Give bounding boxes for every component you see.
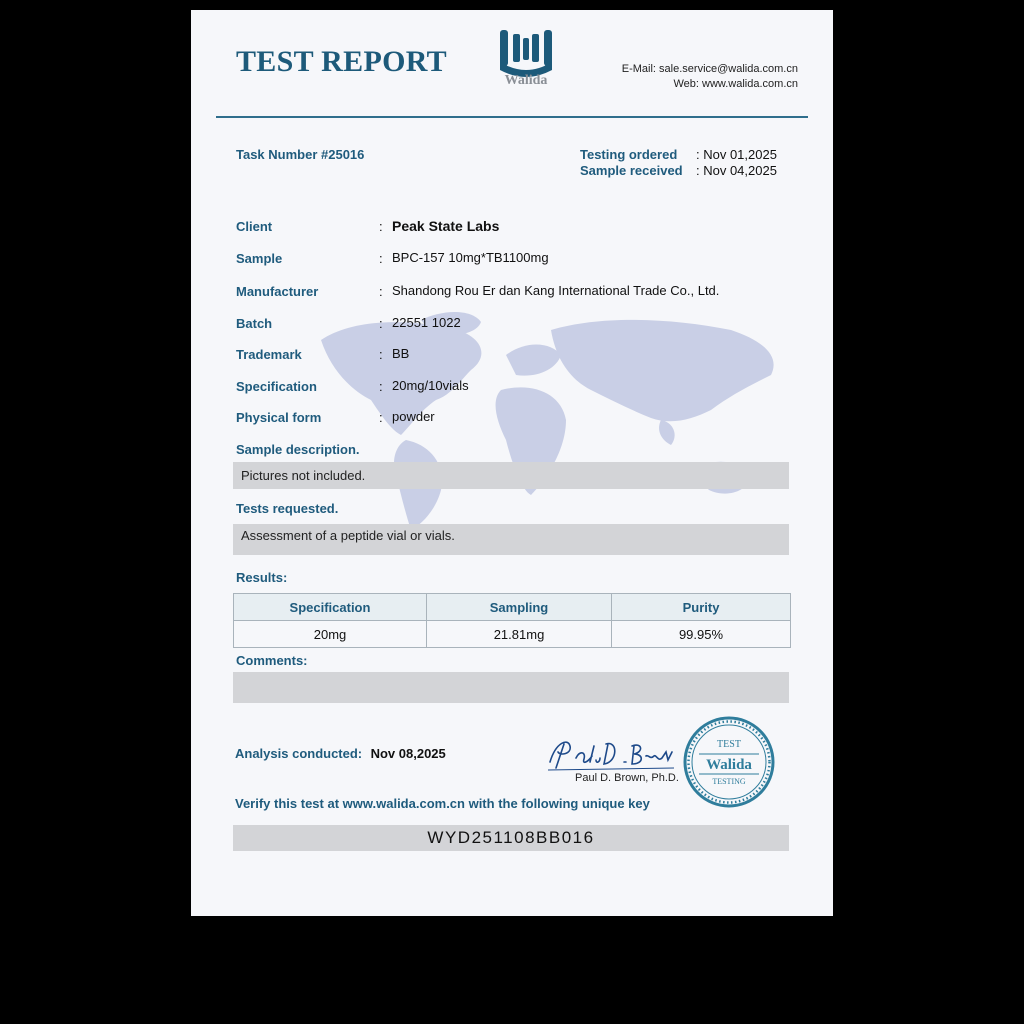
seal-top-text: TEST xyxy=(717,739,741,750)
results-label: Results: xyxy=(236,570,288,585)
column-header: Sampling xyxy=(427,594,612,621)
sample-value: BPC-157 10mg*TB1100mg xyxy=(392,250,549,265)
sample-received-label: Sample received xyxy=(580,163,683,178)
specification-label: Specification xyxy=(236,379,317,394)
manufacturer-label: Manufacturer xyxy=(236,284,319,299)
unique-key-box xyxy=(233,825,789,851)
testing-ordered-value: : Nov 01,2025 xyxy=(696,147,777,162)
comments-box xyxy=(233,672,789,703)
field-colon: : xyxy=(379,410,383,425)
sample-label: Sample xyxy=(236,251,283,266)
table-cell: 99.95% xyxy=(612,621,791,648)
table-cell: 21.81mg xyxy=(427,621,612,648)
table-cell: 20mg xyxy=(234,621,427,648)
field-colon: : xyxy=(379,284,383,299)
report-page xyxy=(191,10,833,916)
column-header: Specification xyxy=(234,594,427,621)
specification-value: 20mg/10vials xyxy=(392,378,469,393)
comments-label: Comments: xyxy=(236,653,308,668)
client-label: Client xyxy=(236,219,273,234)
signature-icon xyxy=(546,732,676,774)
batch-value: 22551 1022 xyxy=(392,315,461,330)
trademark-value: BB xyxy=(392,346,410,361)
sample-description-label: Sample description. xyxy=(236,442,360,457)
analysis-conducted xyxy=(235,745,446,763)
field-colon: : xyxy=(379,251,383,266)
field-colon: : xyxy=(379,316,383,331)
manufacturer-value: Shandong Rou Er dan Kang International Trade Co., Ltd. xyxy=(392,283,720,298)
field-colon: : xyxy=(379,379,383,394)
sample-description-box xyxy=(233,462,789,489)
field-colon: : xyxy=(379,219,383,234)
date-values xyxy=(696,147,777,179)
logo-wordmark: Walida xyxy=(504,73,548,88)
contact-web[interactable]: Web: www.walida.com.cn xyxy=(673,78,798,90)
physical-form-label: Physical form xyxy=(236,410,322,425)
batch-label: Batch xyxy=(236,316,273,331)
signatory-name: Paul D. Brown, Ph.D. xyxy=(575,772,679,784)
verify-instruction: Verify this test at www.walida.com.cn with the following unique key xyxy=(235,796,650,811)
results-table xyxy=(233,593,791,648)
task-number: Task Number #25016 xyxy=(236,147,365,162)
unique-key[interactable]: WYD251108BB016 xyxy=(427,828,595,847)
report-title: TEST REPORT xyxy=(236,45,447,78)
physical-form-value: powder xyxy=(392,409,435,424)
contact-info xyxy=(622,62,798,92)
date-labels xyxy=(580,147,683,179)
sample-received-value: : Nov 04,2025 xyxy=(696,163,777,178)
trademark-label: Trademark xyxy=(236,347,302,362)
analysis-date: Nov 08,2025 xyxy=(370,746,446,761)
seal-bottom-text: TESTING xyxy=(712,777,746,786)
walida-seal-icon xyxy=(681,714,777,810)
table-header-row xyxy=(234,594,791,621)
field-colon: : xyxy=(379,347,383,362)
column-header: Purity xyxy=(612,594,791,621)
sample-description-value: Pictures not included. xyxy=(241,468,366,483)
tests-requested-box xyxy=(233,524,789,555)
client-value: Peak State Labs xyxy=(392,218,500,234)
analysis-label: Analysis conducted: xyxy=(235,746,363,761)
walida-logo-icon xyxy=(496,26,556,102)
seal-middle-text: Walida xyxy=(706,757,752,773)
testing-ordered-label: Testing ordered xyxy=(580,147,678,162)
header-divider xyxy=(216,116,808,118)
world-map-watermark xyxy=(311,300,791,530)
table-row xyxy=(234,621,791,648)
tests-requested-value: Assessment of a peptide vial or vials. xyxy=(241,528,455,543)
tests-requested-label: Tests requested. xyxy=(236,501,339,516)
contact-email[interactable]: E-Mail: sale.service@walida.com.cn xyxy=(621,63,798,75)
